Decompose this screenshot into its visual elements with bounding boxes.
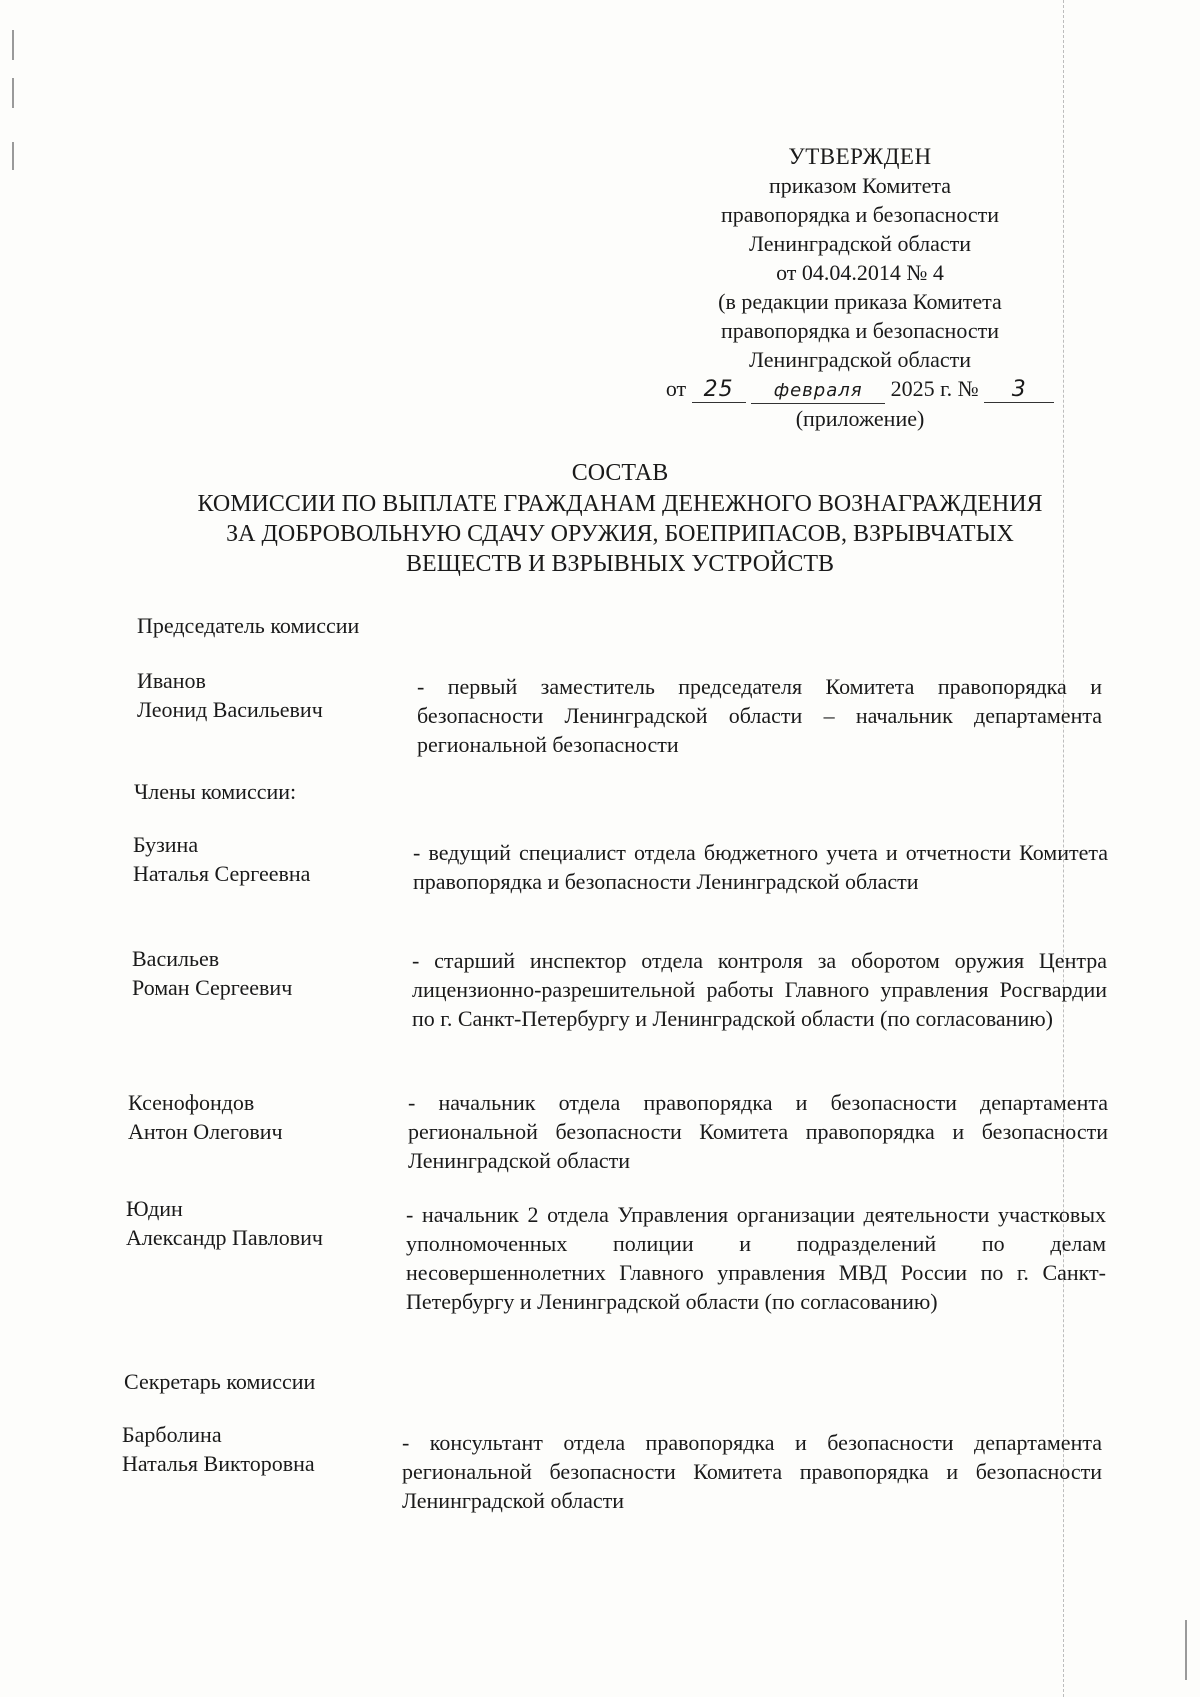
chairman-label: Председатель комиссии — [137, 613, 360, 638]
document-subtitle-line: ЗА ДОБРОВОЛЬНУЮ СДАЧУ ОРУЖИЯ, БОЕПРИПАСОВ, ВЗРЫВЧАТЫХ — [226, 521, 1014, 547]
date-year: 2025 г. № — [890, 376, 979, 401]
member-name — [133, 830, 413, 896]
member-role: - старший инспектор отдела контроля за оборотом оружия Центра лицензионно-разрешительной работы Главного управления Росгвардии по г. Санкт-Петербургу и Ленинградской области (по согласованию) — [412, 948, 1107, 1031]
member-given-name: Наталья Сергеевна — [133, 861, 311, 886]
scan-edge-mark — [1185, 1620, 1187, 1680]
document-title-block — [130, 458, 1110, 579]
member-name — [126, 1194, 406, 1316]
handwritten-order-number: 3 — [984, 378, 1054, 403]
member-surname: Юдин — [126, 1196, 183, 1221]
member-given-name: Наталья Викторовна — [122, 1451, 315, 1476]
approval-line: от 04.04.2014 № 4 — [776, 260, 944, 285]
approval-line: правопорядка и безопасности — [720, 202, 1000, 227]
scan-edge-mark — [12, 142, 14, 170]
member-role: - консультант отдела правопорядка и безопасности департамента региональной безопасности Комитета правопорядка и безопасности Ленинградской области — [402, 1430, 1102, 1513]
member-given-name: Леонид Васильевич — [137, 697, 323, 722]
document-subtitle-line: КОМИССИИ ПО ВЫПЛАТЕ ГРАЖДАНАМ ДЕНЕЖНОГО ВОЗНАГРАЖДЕНИЯ — [197, 491, 1043, 517]
scan-edge-mark — [12, 30, 14, 60]
member-surname: Бузина — [133, 832, 199, 857]
handwritten-day: 25 — [692, 378, 746, 403]
member-role: - ведущий специалист отдела бюджетного учета и отчетности Комитета правопорядка и безопасности Ленинградской области — [413, 840, 1108, 894]
approval-appendix: (приложение) — [795, 406, 925, 431]
member-name — [132, 944, 412, 1033]
approval-line: Ленинградской области — [749, 347, 971, 372]
date-prefix: от — [665, 376, 687, 401]
member-name — [128, 1088, 408, 1175]
approval-line: приказом Комитета — [768, 173, 952, 198]
secretary-entry — [122, 1420, 1102, 1515]
member-surname: Барболина — [122, 1422, 222, 1447]
member-role: - начальник 2 отдела Управления организации деятельности участковых уполномоченных полиции и подразделений по делам несовершеннолетних Главного управления МВД России по г. Санкт-Петербургу и Ленинградской области (по согласованию) — [406, 1202, 1106, 1314]
scan-edge-mark — [12, 78, 14, 108]
approval-line: правопорядка и безопасности — [720, 318, 1000, 343]
document-subtitle-line: ВЕЩЕСТВ И ВЗРЫВНЫХ УСТРОЙСТВ — [405, 551, 835, 577]
member-given-name: Роман Сергеевич — [132, 975, 293, 1000]
member-given-name: Антон Олегович — [128, 1119, 283, 1144]
approval-block — [640, 142, 1080, 433]
member-surname: Иванов — [137, 668, 206, 693]
approval-title: УТВЕРЖДЕН — [788, 144, 932, 169]
member-entry — [133, 830, 1108, 896]
approval-line: Ленинградской области — [749, 231, 971, 256]
member-role: - начальник отдела правопорядка и безопасности департамента региональной безопасности Комитета правопорядка и безопасности Ленинградской области — [408, 1090, 1108, 1173]
secretary-label: Секретарь комиссии — [124, 1369, 316, 1394]
member-entry — [132, 944, 1107, 1033]
member-role: - первый заместитель председателя Комитета правопорядка и безопасности Ленинградской области – начальник департамента региональной безопасности — [417, 674, 1102, 757]
member-name — [137, 666, 417, 759]
chairman-entry — [137, 666, 1102, 759]
member-surname: Васильев — [132, 946, 220, 971]
member-entry — [128, 1088, 1108, 1175]
member-given-name: Александр Павлович — [126, 1225, 323, 1250]
member-surname: Ксенофондов — [128, 1090, 255, 1115]
document-title: СОСТАВ — [571, 460, 669, 486]
member-entry — [126, 1194, 1106, 1316]
members-label: Члены комиссии: — [134, 779, 297, 804]
approval-line: (в редакции приказа Комитета — [718, 289, 1002, 314]
member-name — [122, 1420, 402, 1515]
handwritten-month: февраля — [751, 379, 885, 404]
approval-date-line — [640, 374, 1080, 404]
